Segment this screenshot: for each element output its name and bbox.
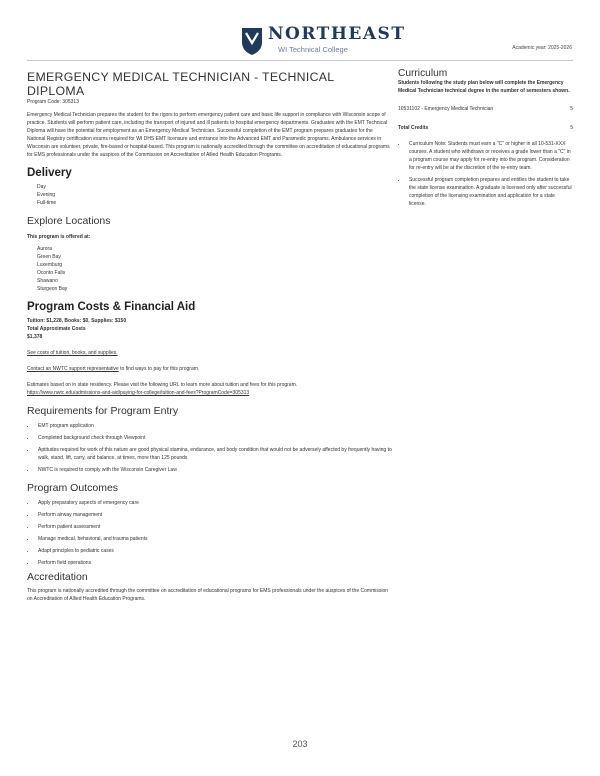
list-item: Green Bay	[37, 254, 61, 260]
costs-estimate: Estimates based on in state residency. Please visit the following URL to learn more about tuition and fees for this program.	[27, 382, 298, 388]
course-name: 10531102 - Emergency Medical Technician	[398, 106, 494, 112]
list-item: Luxemburg	[37, 262, 63, 268]
costs-tuition: Tuition: $1,228, Books: $0, Supplies: $150	[27, 318, 127, 324]
curriculum-heading: Curriculum	[398, 68, 448, 79]
list-item: • Aptitudes required for work of this nature are good physical stamina, endurance, and body condition that would not be adversely affected by frequently having to walk, stand, lift, carry, and balance, at times, more than 125 pounds	[36, 446, 392, 462]
page-number: 203	[292, 739, 308, 749]
list-item: • Perform field operations	[36, 559, 392, 567]
list-item: Full-time	[37, 200, 57, 206]
accreditation-heading: Accreditation	[27, 571, 88, 583]
course-row	[398, 105, 573, 113]
contact-text: to find ways to pay for this program.	[118, 366, 200, 372]
list-item: Oconto Falls	[37, 270, 66, 276]
list-item: Aurora	[37, 246, 53, 252]
total-credits-value: 5	[570, 125, 573, 131]
list-item: • Apply preparatory aspects of emergency care	[36, 499, 392, 507]
accreditation-text: This program is nationally accredited through the committee on accreditation of educational programs for EMS professionals under the auspices of the Commission on Accreditation of Allied Health Education Programs.	[27, 588, 389, 602]
shield-logo-icon	[240, 26, 264, 56]
tuition-url-link[interactable]: https://www.nwtc.edu/admissions-and-aid/paying-for-college/tuition-and-fees?ProgramCode=305313	[27, 390, 250, 396]
list-item: Evening	[37, 192, 56, 198]
list-item: • Adapt principles to pediatric cases	[36, 547, 392, 555]
list-item: Day	[37, 184, 46, 190]
see-costs-link[interactable]: See costs of tuition, books, and supplies.	[27, 350, 118, 356]
list-item: • Manage medical, behavioral, and trauma patients	[36, 535, 392, 543]
curriculum-notes	[407, 140, 573, 208]
costs-total-label: Total Approximate Costs	[27, 326, 86, 332]
requirements-heading: Requirements for Program Entry	[27, 405, 179, 417]
outcomes-list	[36, 499, 392, 567]
list-item: • Successful program completion prepares and entitles the student to take the state license examination. A graduate is licensed only after successful completion of the licensing examination and application for a state license.	[407, 176, 573, 208]
contact-line	[27, 365, 392, 373]
list-item: • Completed background check through Viewpoint	[36, 434, 392, 442]
list-item: Sturgeon Bay	[37, 286, 68, 292]
contact-link[interactable]: Contact an NWTC support representative	[27, 366, 119, 372]
list-item: • Curriculum Note: Students must earn a "C" or higher in all 10-531-XXX courses. A student who withdraws or receives a grade lower than a "C" in a program course may apply for re-entry into the program. Consideration for re-entry will be at the discretion of the re-entry team.	[407, 140, 573, 172]
logo-subtitle: WI Technical College	[278, 45, 348, 54]
curriculum-intro: Students following the study plan below will complete the Emergency Medical Technician technical degree in the number of semesters shown.	[398, 80, 570, 94]
delivery-heading: Delivery	[27, 167, 72, 179]
locations-list	[37, 245, 392, 293]
delivery-list	[37, 183, 392, 207]
list-item: • Perform patient assessment	[36, 523, 392, 531]
program-description: Emergency Medical Technician prepares the student for the rigors to perform emergency patient care and basic life support in compliance with Wisconsin scope of practice. Students will perform patient care, including the transport of injured and ill patients to hospital emergency departments. Graduates with the EMT Technical Diploma will have the potential for employment as an Emergency Medical Technician. Successful completion of the EMT program prepares graduates for the National Registry certification exams required for WI DHS EMT licensure and entrance into the Advanced EMT and Paramedic programs. Ambulance services in Wisconsin are volunteer, private, fire-based or hospital-based. This program is nationally accredited through the committee on accreditation of educational programs for EMS professionals under the auspices of the Commission on Accreditation of Allied Health Education Programs.	[27, 112, 390, 158]
locations-heading: Explore Locations	[27, 215, 111, 227]
outcomes-heading: Program Outcomes	[27, 482, 119, 494]
course-credits: 5	[570, 106, 573, 112]
main-column	[27, 66, 392, 603]
costs-heading: Program Costs & Financial Aid	[27, 301, 196, 313]
total-credits-row	[398, 124, 573, 132]
logo-name: NORTHEAST	[268, 24, 406, 44]
academic-year: Academic year: 2025-2026	[512, 45, 572, 51]
locations-intro: This program is offered at:	[27, 234, 91, 240]
program-title: EMERGENCY MEDICAL TECHNICIAN - TECHNICAL DIPLOMA	[27, 70, 334, 98]
college-logo	[240, 24, 406, 60]
list-item: Shawano	[37, 278, 58, 284]
costs-total: $1,378	[27, 334, 43, 340]
curriculum-column	[398, 66, 573, 212]
program-code: Program Code: 305313	[27, 99, 79, 105]
header-divider	[27, 60, 573, 61]
total-credits-label: Total Credits	[398, 125, 429, 131]
list-item: • EMT program application	[36, 422, 392, 430]
list-item: • NWTC is required to comply with the Wisconsin Caregiver Law	[36, 466, 392, 474]
list-item: • Perform airway management	[36, 511, 392, 519]
requirements-list	[36, 422, 392, 474]
